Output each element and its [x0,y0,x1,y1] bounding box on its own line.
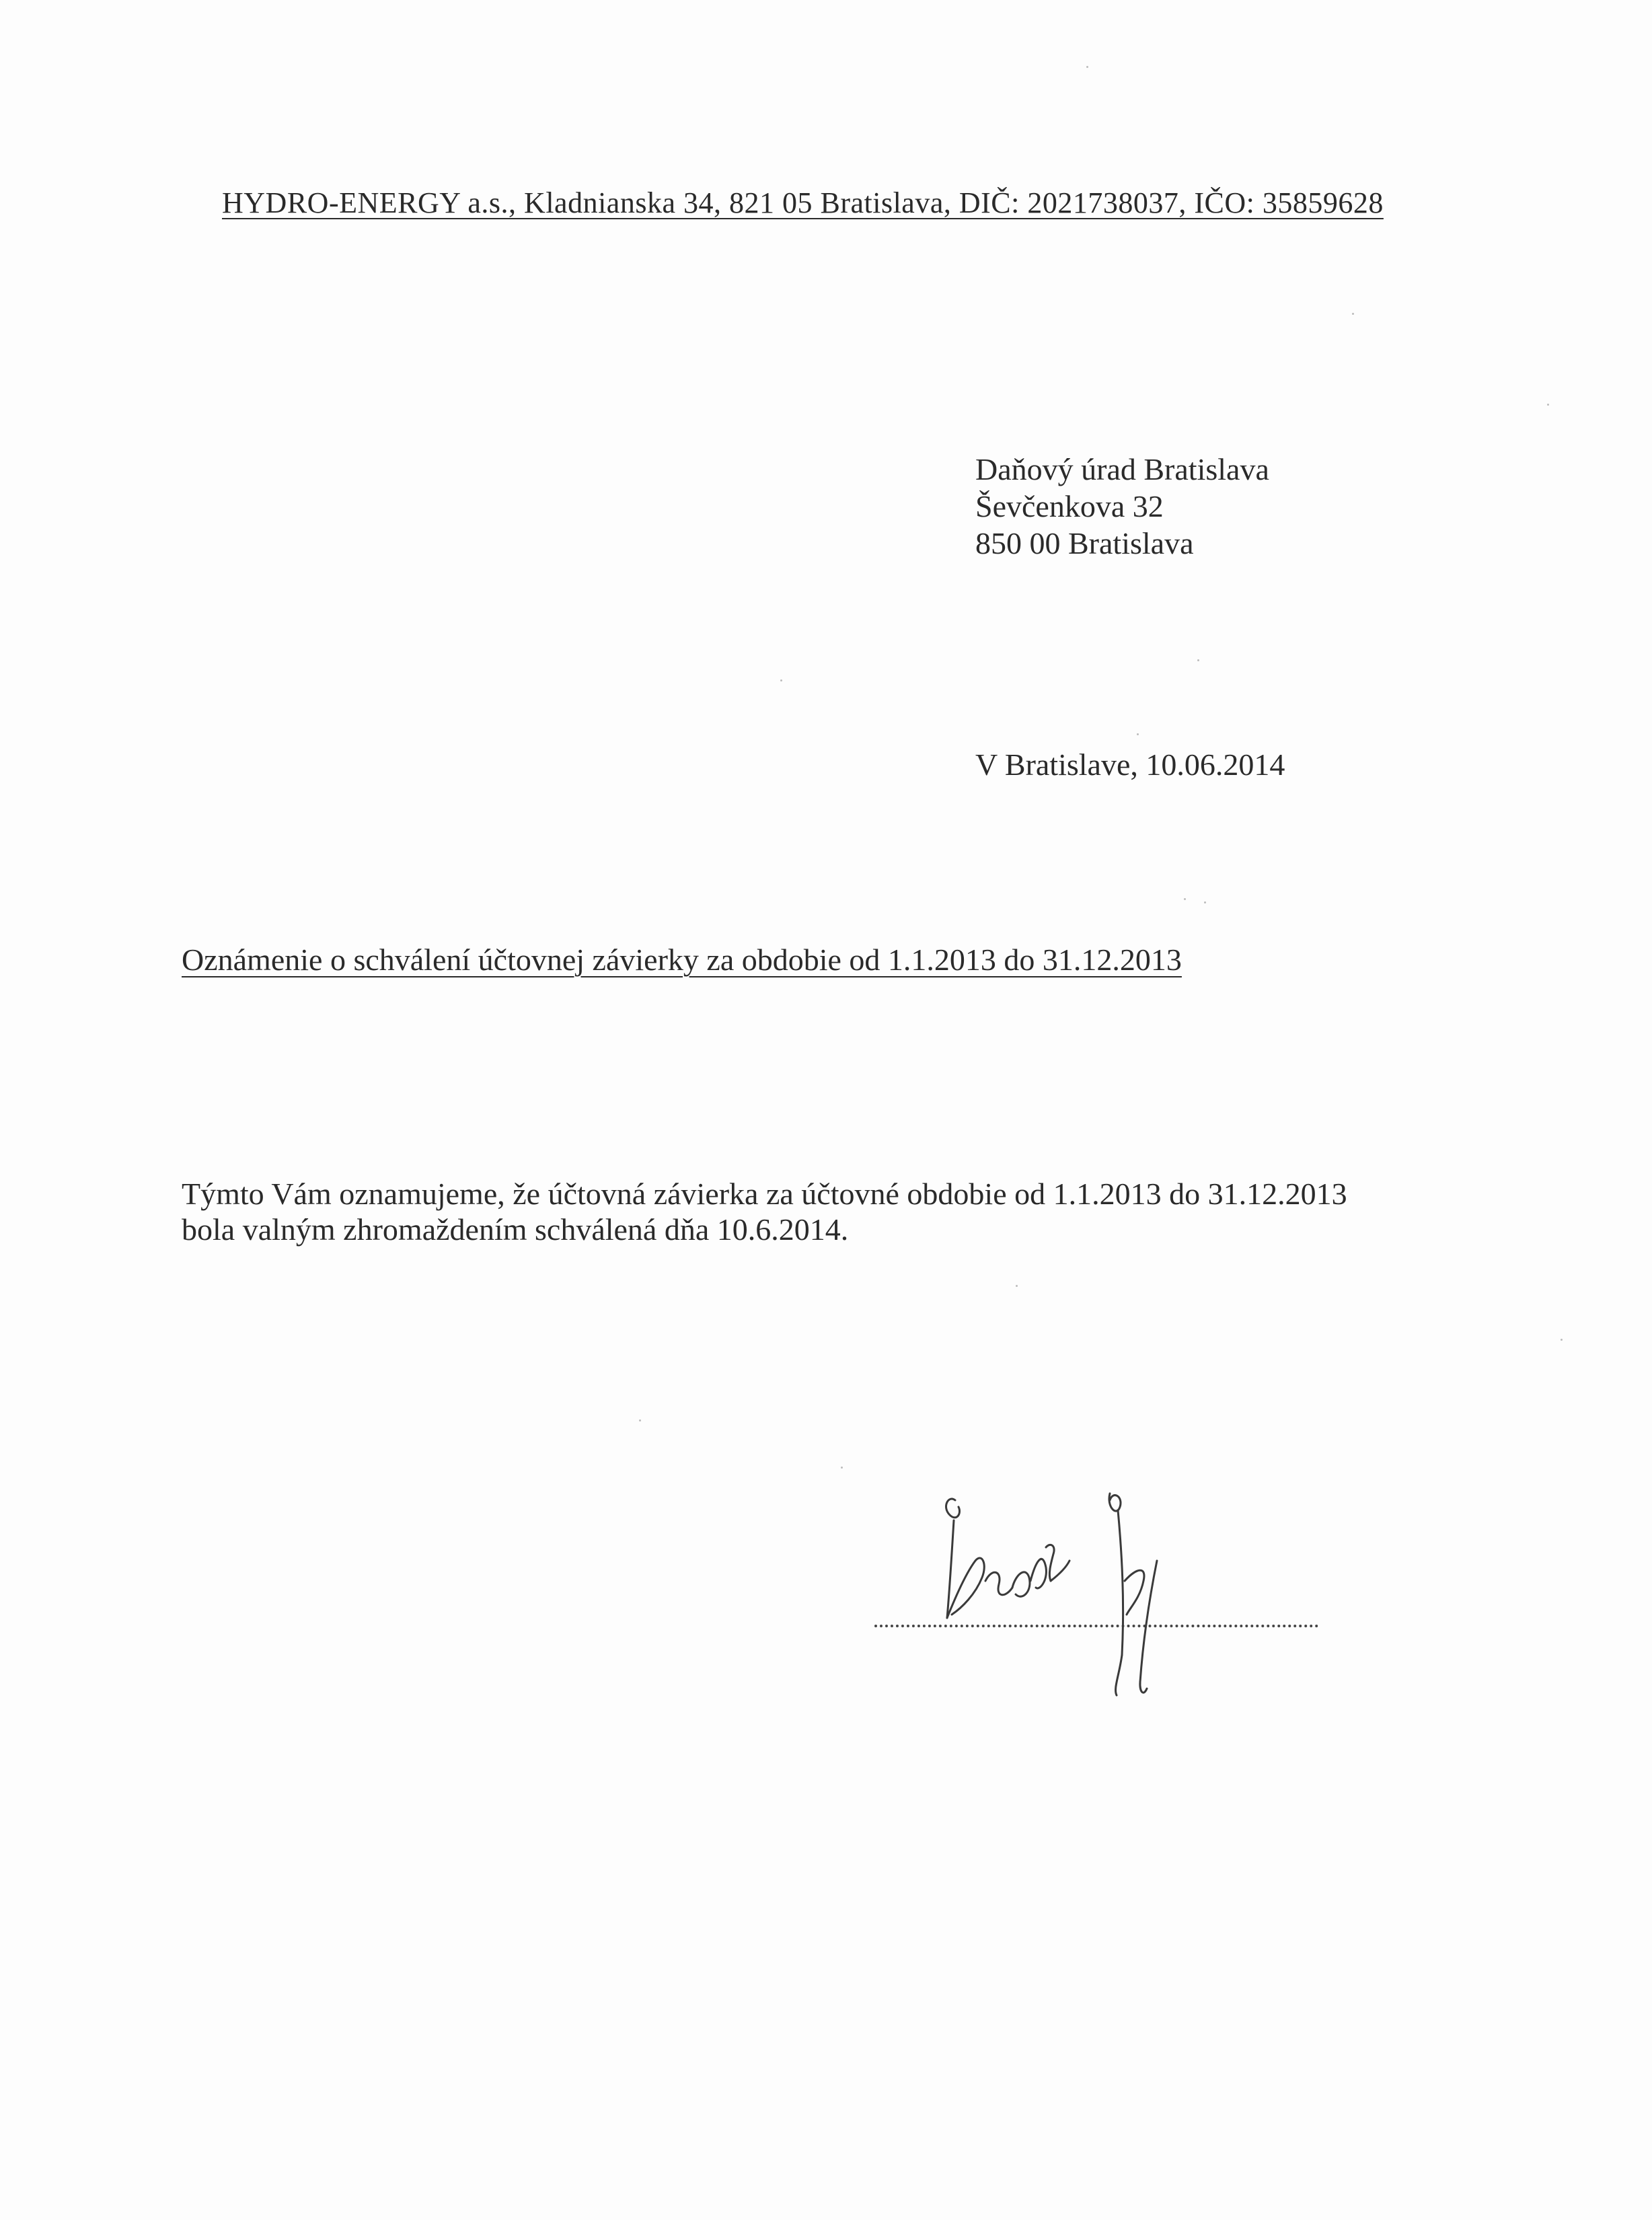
scan-speck [780,679,782,681]
signature-block [874,1480,1332,1709]
body-line-2: bola valným zhromaždením schválená dňa 10.6.2014. [182,1212,849,1247]
scan-speck [1086,66,1088,68]
scan-speck [1016,1285,1018,1287]
letter-subject: Oznámenie o schválení účtovnej závierky za obdobie od 1.1.2013 do 31.12.2013 [182,942,1182,977]
recipient-address [975,451,1269,562]
scan-speck [841,1467,843,1469]
scan-speck [1204,901,1206,903]
handwritten-signature-icon [874,1480,1332,1709]
scan-speck [1352,313,1354,315]
body-line-1: Týmto Vám oznamujeme, že účtovná závierka za účtovné obdobie od 1.1.2013 do 31.12.2013 [182,1177,1347,1211]
recipient-street: Ševčenkova 32 [975,489,1164,523]
recipient-name: Daňový úrad Bratislava [975,452,1269,486]
scan-speck [1197,659,1199,661]
scan-speck [1184,898,1186,900]
company-header: HYDRO-ENERGY a.s., Kladnianska 34, 821 05 Bratislava, DIČ: 2021738037, IČO: 35859628 [222,186,1384,219]
scan-speck [639,1419,641,1421]
scan-speck [1137,733,1139,735]
letter-body [182,1176,1347,1247]
scan-speck [1561,1339,1563,1341]
scan-speck [1547,404,1549,406]
recipient-city: 850 00 Bratislava [975,526,1194,560]
place-and-date: V Bratislave, 10.06.2014 [975,747,1285,782]
